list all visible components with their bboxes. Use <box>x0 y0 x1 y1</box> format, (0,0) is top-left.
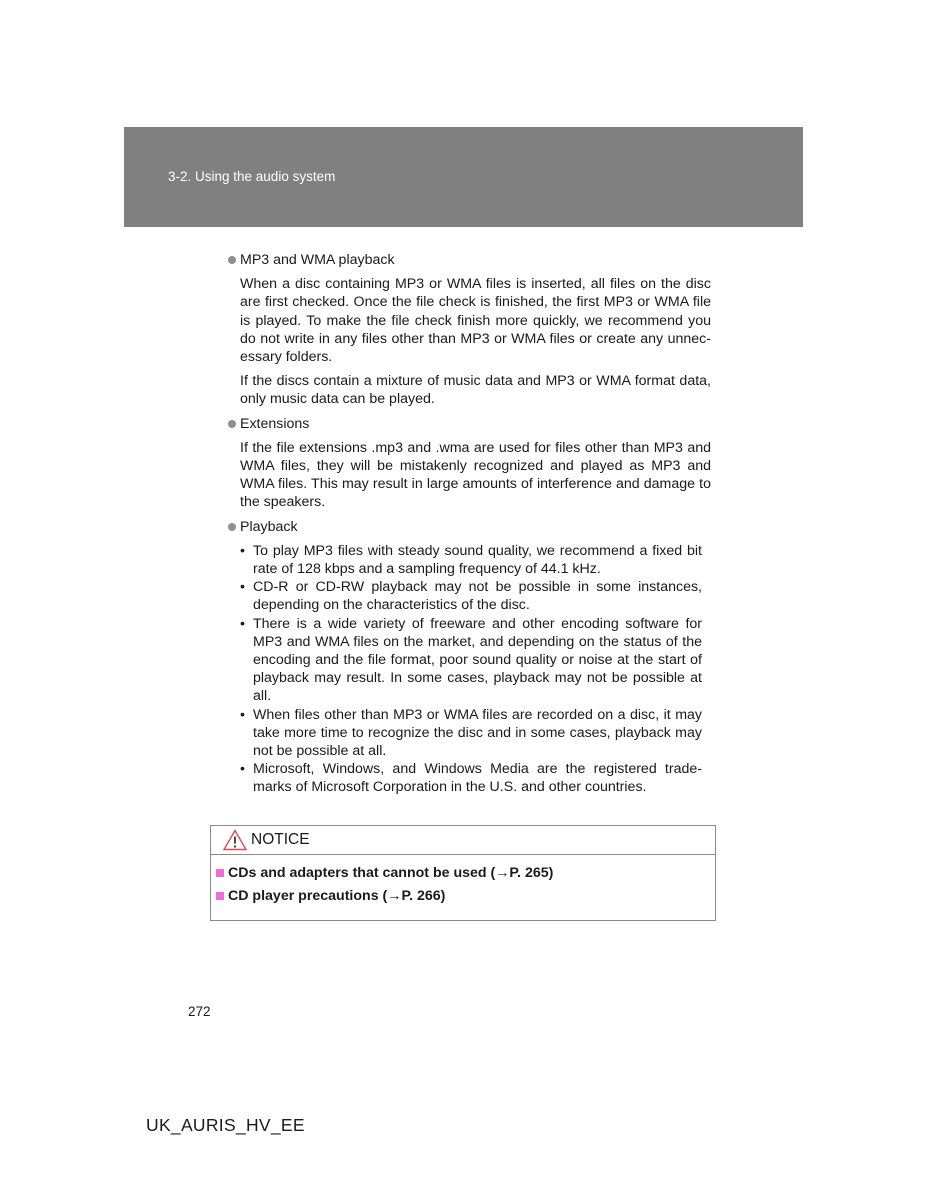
paragraph: When a disc containing MP3 or WMA files is inserted, all files on the disc are first checked. Once the file check is finished, the first MP3 or WMA file is played. To make the file check finish more quickly, we recommend you do not write in any files other than MP3 or WMA files or create any unnec-essary folders. <box>240 276 711 366</box>
section-heading <box>228 518 711 536</box>
bullet-dot-icon <box>228 256 236 264</box>
notice-item <box>216 888 715 904</box>
section-heading-label: Playback <box>240 518 298 535</box>
section-playback <box>228 518 711 797</box>
list-marker: • <box>240 579 245 596</box>
section-extensions <box>228 415 711 512</box>
list-item <box>240 615 702 706</box>
list-item-text: CD-R or CD-RW playback may not be possible in some instances, depending on the characteristics of the disc. <box>253 579 702 614</box>
playback-list <box>240 542 711 797</box>
list-item <box>240 578 702 614</box>
list-item <box>240 706 702 761</box>
list-item-text: To play MP3 files with steady sound quality, we recommend a fixed bit rate of 128 kbps and a sampling frequency of 44.1 kHz. <box>253 542 702 578</box>
section-heading <box>228 415 711 433</box>
square-bullet-icon <box>216 892 224 900</box>
paragraph: If the file extensions .mp3 and .wma are used for files other than MP3 and WMA files, they will be mistakenly recognized and played as MP3 and WMA files. This may result in large amounts of interference and damage to the speakers. <box>240 439 711 511</box>
section-mp3-wma <box>228 251 711 409</box>
notice-body <box>211 855 715 904</box>
list-marker: • <box>240 761 245 778</box>
bullet-dot-icon <box>228 420 236 428</box>
main-content <box>228 251 711 797</box>
header-band <box>124 127 803 227</box>
section-heading-label: Extensions <box>240 415 310 432</box>
page-number: 272 <box>188 1004 211 1019</box>
notice-item-text: CD player precautions (→P. 266) <box>228 888 446 904</box>
square-bullet-icon <box>216 869 224 877</box>
list-item-text: When files other than MP3 or WMA files are recorded on a disc, it may take more time to recognize the disc and in some cases, playback may not be possible at all. <box>253 706 702 760</box>
footer-code: UK_AURIS_HV_EE <box>146 1115 305 1135</box>
section-title: 3-2. Using the audio system <box>168 169 336 184</box>
notice-header <box>211 826 715 855</box>
section-heading-label: MP3 and WMA playback <box>240 252 395 268</box>
section-heading <box>228 251 711 269</box>
paragraph: If the discs contain a mixture of music data and MP3 or WMA format data, only music data can be played. <box>240 373 711 408</box>
notice-title: NOTICE <box>251 831 310 848</box>
list-item-text: Microsoft, Windows, and Windows Media are the registered trade-marks of Microsoft Corporation in the U.S. and other countries. <box>253 761 702 796</box>
notice-box <box>210 825 716 921</box>
bullet-dot-icon <box>228 523 236 531</box>
list-item <box>240 542 702 578</box>
notice-item-text: CDs and adapters that cannot be used (→P. 265) <box>228 865 554 881</box>
list-marker: • <box>240 542 245 559</box>
warning-triangle-icon <box>223 829 247 851</box>
list-item-text: There is a wide variety of freeware and other encoding software for MP3 and WMA files on the market, and depending on the status of the encoding and the file format, poor sound quality or noise at the start of playback may result. In some cases, playback may not be possible at all. <box>253 615 702 705</box>
list-marker: • <box>240 706 245 723</box>
list-marker: • <box>240 615 245 632</box>
notice-item <box>216 865 715 881</box>
list-item <box>240 760 702 796</box>
